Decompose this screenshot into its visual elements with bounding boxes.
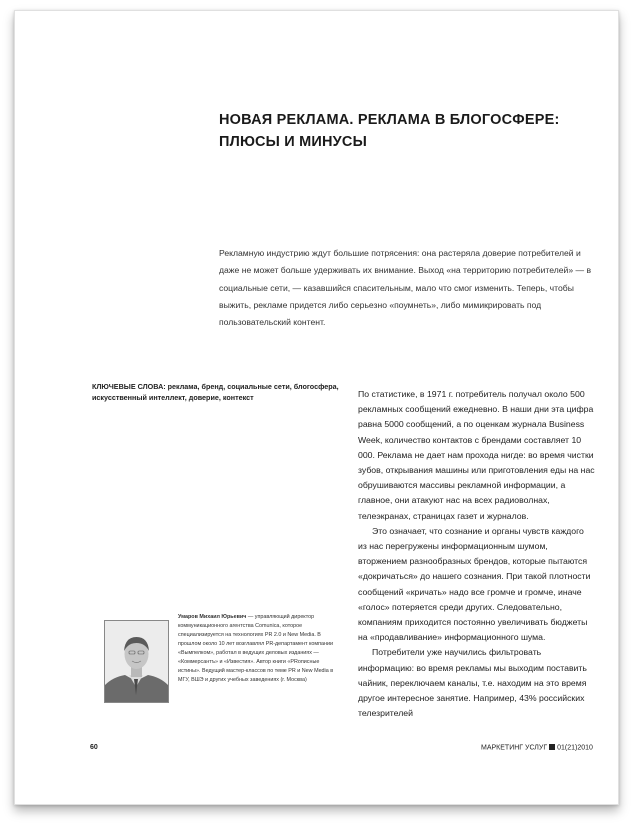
author-name: Умаров Михаил Юрьевич xyxy=(178,614,247,620)
journal-name: МАРКЕТИНГ УСЛУГ xyxy=(481,744,548,752)
keywords-list: реклама, бренд, социальные сети, блогосфера, искусственный интеллект, доверие, контекст xyxy=(92,382,339,402)
article-lead: Рекламную индустрию ждут большие потрясения: она растеряла доверие потребителей и даже не может больше удерживать их внимание. Выход «на территорию потребителей» — в социальные сети, — казавшийся спасительным, мало что смог изменить. Теперь, чтобы выжить, рекламе придется либо серьезно «поумнеть», либо мимикрировать под пользовательский контент. xyxy=(219,248,592,328)
body-paragraph: Потребители уже научились фильтровать информацию: во время рекламы мы выходим поставить чайник, переключаем каналы, т.е. находим на это время другое интересное занятие. Например, 43% российских телезрителей xyxy=(358,647,587,719)
square-bullet-icon xyxy=(549,744,555,750)
keywords-label: КЛЮЧЕВЫЕ СЛОВА: xyxy=(92,382,166,391)
issue-number: 01(21)2010 xyxy=(557,744,593,752)
article-body xyxy=(358,387,595,721)
page-number: 60 xyxy=(90,744,98,751)
author-bio-block xyxy=(178,613,338,685)
body-paragraph: Это означает, что сознание и органы чувств каждого из нас перегружены информационным шумом, вторжением разнообразных брендов, которые пытаются «докричаться» до нашего сознания. При такой плотности сообщений «кричать» надо все громче и громче, иначе «голос» потеряется среди других. Следовательно, компаниям приходится постоянно увеличивать бюджеты на «продавливание» информационного шума. xyxy=(358,525,591,643)
body-paragraph: По статистике, в 1971 г. потребитель получал около 500 рекламных сообщений ежедневно. В наши дни эта цифра равна 5000 сообщений, а по оценкам журнала Business Week, количество контактов с брендами составляет 10 000. Реклама не дает нам прохода нигде: во время чистки зубов, открывания машины или приготовления еды на нас обрушиваются массивы рекламной информации, а главное, они атакуют нас на всех радиоволнах, телеэкранах, страницах газет и журналов. xyxy=(358,389,595,521)
magazine-page xyxy=(14,10,619,805)
journal-footer xyxy=(481,744,593,752)
author-portrait-icon xyxy=(105,621,168,702)
author-bio: — управляющий директор коммуникационного агентства Comunica, которое специализируется на технологиях PR 2.0 и New Media. В прошлом около 10 лет возглавлял PR-департамент компании «Вымпелком», работал в ведущих деловых изданиях — «Коммерсантъ» и «Известия». Автор книги «PRописные истины». Ведущий мастер-классов по теме PR и New Media в МГУ, ВШЭ и других учебных заведениях (г. Москва) xyxy=(178,614,334,683)
author-photo xyxy=(104,620,169,703)
keywords-block xyxy=(92,382,342,404)
article-title: НОВАЯ РЕКЛАМА. РЕКЛАМА В БЛОГОСФЕРЕ: ПЛЮСЫ И МИНУСЫ xyxy=(219,112,560,150)
